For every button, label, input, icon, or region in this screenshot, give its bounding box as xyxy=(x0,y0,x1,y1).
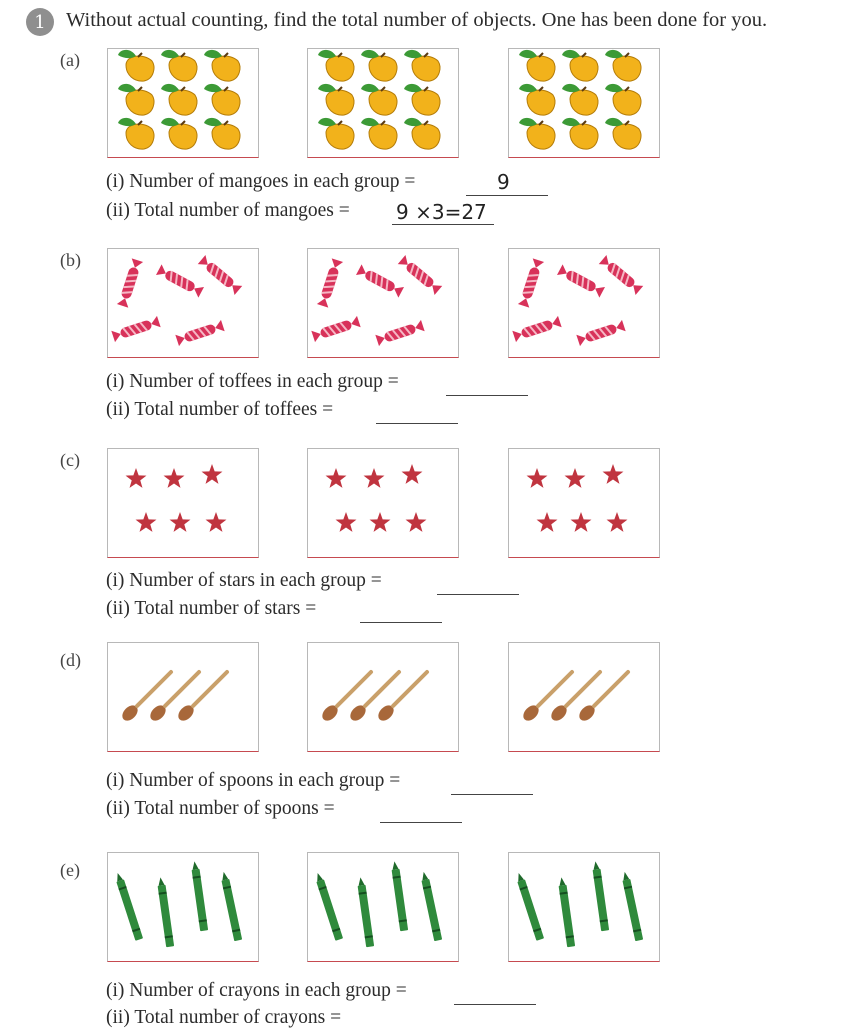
crayon-icon xyxy=(190,861,208,931)
toffee-group-3 xyxy=(508,248,660,358)
spoon-icon xyxy=(347,666,404,723)
star-icon xyxy=(565,468,586,488)
part-d-line-2: (ii) Total number of spoons = xyxy=(106,798,335,819)
star-icon xyxy=(364,468,385,488)
toffee-icon xyxy=(111,316,160,342)
star-icon xyxy=(402,464,423,484)
mango-icon xyxy=(562,84,598,115)
crayon-icon xyxy=(390,861,408,931)
crayon-icon xyxy=(356,877,374,947)
mango-group-1 xyxy=(107,48,259,158)
crayon-icon xyxy=(621,871,643,941)
mango-icon xyxy=(161,84,197,115)
mango-icon xyxy=(361,84,397,115)
part-a-line-1: (i) Number of mangoes in each group = xyxy=(106,171,416,192)
spoon-icon xyxy=(520,666,577,723)
mango-icon xyxy=(361,50,397,81)
mango-icon xyxy=(605,50,641,81)
question-number-badge: 1 xyxy=(26,8,54,36)
toffee-icon xyxy=(375,320,424,346)
part-e-line-1: (i) Number of crayons in each group = xyxy=(106,980,407,1001)
spoon-icon xyxy=(175,666,232,723)
toffee-icon xyxy=(311,316,360,342)
crayon-icon xyxy=(156,877,174,947)
mango-icon xyxy=(204,50,240,81)
crayon-group-3 xyxy=(508,852,660,962)
part-d-answer-2-blank[interactable] xyxy=(380,800,462,823)
part-b-answer-1-blank[interactable] xyxy=(446,373,528,396)
part-b-line-2: (ii) Total number of toffees = xyxy=(106,399,334,420)
spoon-icon xyxy=(576,666,633,723)
part-a-label: (a) xyxy=(60,50,80,70)
crayon-icon xyxy=(557,877,575,947)
part-c-label: (c) xyxy=(60,450,80,470)
part-e-line-2: (ii) Total number of crayons = xyxy=(106,1007,342,1028)
star-icon xyxy=(126,468,147,488)
part-a-line-2: (ii) Total number of mangoes = xyxy=(106,200,350,221)
part-a-answer-2: 9 ⨯3=27 xyxy=(396,200,487,224)
spoon-icon xyxy=(119,666,176,723)
mango-icon xyxy=(204,84,240,115)
part-a-answer-1: 9 xyxy=(497,170,510,194)
mango-icon xyxy=(519,118,555,149)
star-icon xyxy=(527,468,548,488)
star-icon xyxy=(607,512,628,532)
toffee-icon xyxy=(576,320,625,346)
crayon-group-2 xyxy=(307,852,459,962)
part-e-answer-1-blank[interactable] xyxy=(454,982,536,1005)
toffee-icon xyxy=(175,320,224,346)
mango-icon xyxy=(318,84,354,115)
mango-icon xyxy=(519,84,555,115)
crayon-icon xyxy=(591,861,609,931)
star-icon xyxy=(370,512,391,532)
star-icon xyxy=(406,512,427,532)
toffee-icon xyxy=(518,258,544,307)
mango-icon xyxy=(204,118,240,149)
mango-icon xyxy=(161,50,197,81)
star-icon xyxy=(170,512,191,532)
mango-icon xyxy=(562,118,598,149)
part-e-label: (e) xyxy=(60,860,80,880)
mango-icon xyxy=(318,50,354,81)
mango-icon xyxy=(562,50,598,81)
mango-icon xyxy=(605,84,641,115)
part-b-label: (b) xyxy=(60,250,81,270)
mango-group-2 xyxy=(307,48,459,158)
mango-icon xyxy=(404,50,440,81)
toffee-icon xyxy=(398,255,442,295)
part-d-answer-1-blank[interactable] xyxy=(451,772,533,795)
toffee-icon xyxy=(599,255,643,295)
star-icon xyxy=(326,468,347,488)
star-icon xyxy=(136,512,157,532)
crayon-icon xyxy=(515,872,544,941)
spoon-icon xyxy=(147,666,204,723)
star-icon xyxy=(164,468,185,488)
mango-icon xyxy=(161,118,197,149)
spoon-icon xyxy=(375,666,432,723)
mango-icon xyxy=(118,50,154,81)
toffee-icon xyxy=(198,255,242,295)
part-c-line-2: (ii) Total number of stars = xyxy=(106,598,317,619)
part-b-line-1: (i) Number of toffees in each group = xyxy=(106,371,399,392)
part-c-answer-1-blank[interactable] xyxy=(437,572,519,595)
crayon-icon xyxy=(220,871,242,941)
star-group-2 xyxy=(307,448,459,558)
toffee-icon xyxy=(156,264,204,297)
spoon-icon xyxy=(319,666,376,723)
star-icon xyxy=(336,512,357,532)
star-icon xyxy=(603,464,624,484)
star-icon xyxy=(537,512,558,532)
spoon-group-2 xyxy=(307,642,459,752)
crayon-icon xyxy=(314,872,343,941)
crayon-group-1 xyxy=(107,852,259,962)
mango-icon xyxy=(404,84,440,115)
star-icon xyxy=(206,512,227,532)
toffee-icon xyxy=(356,264,404,297)
mango-icon xyxy=(404,118,440,149)
spoon-group-3 xyxy=(508,642,660,752)
toffee-group-1 xyxy=(107,248,259,358)
mango-icon xyxy=(118,84,154,115)
toffee-icon xyxy=(512,316,561,342)
toffee-icon xyxy=(557,264,605,297)
toffee-group-2 xyxy=(307,248,459,358)
question-instruction: Without actual counting, find the total number of objects. One has been done for you. xyxy=(66,9,768,31)
spoon-group-1 xyxy=(107,642,259,752)
part-d-line-1: (i) Number of spoons in each group = xyxy=(106,770,401,791)
part-c-line-1: (i) Number of stars in each group = xyxy=(106,570,382,591)
mango-icon xyxy=(519,50,555,81)
toffee-icon xyxy=(117,258,143,307)
star-icon xyxy=(202,464,223,484)
toffee-icon xyxy=(317,258,343,307)
mango-icon xyxy=(118,118,154,149)
mango-icon xyxy=(361,118,397,149)
mango-icon xyxy=(605,118,641,149)
mango-icon xyxy=(318,118,354,149)
part-c-answer-2-blank[interactable] xyxy=(360,600,442,623)
spoon-icon xyxy=(548,666,605,723)
mango-group-3 xyxy=(508,48,660,158)
part-d-label: (d) xyxy=(60,650,81,670)
star-icon xyxy=(571,512,592,532)
part-b-answer-2-blank[interactable] xyxy=(376,401,458,424)
star-group-1 xyxy=(107,448,259,558)
crayon-icon xyxy=(114,872,143,941)
star-group-3 xyxy=(508,448,660,558)
crayon-icon xyxy=(420,871,442,941)
